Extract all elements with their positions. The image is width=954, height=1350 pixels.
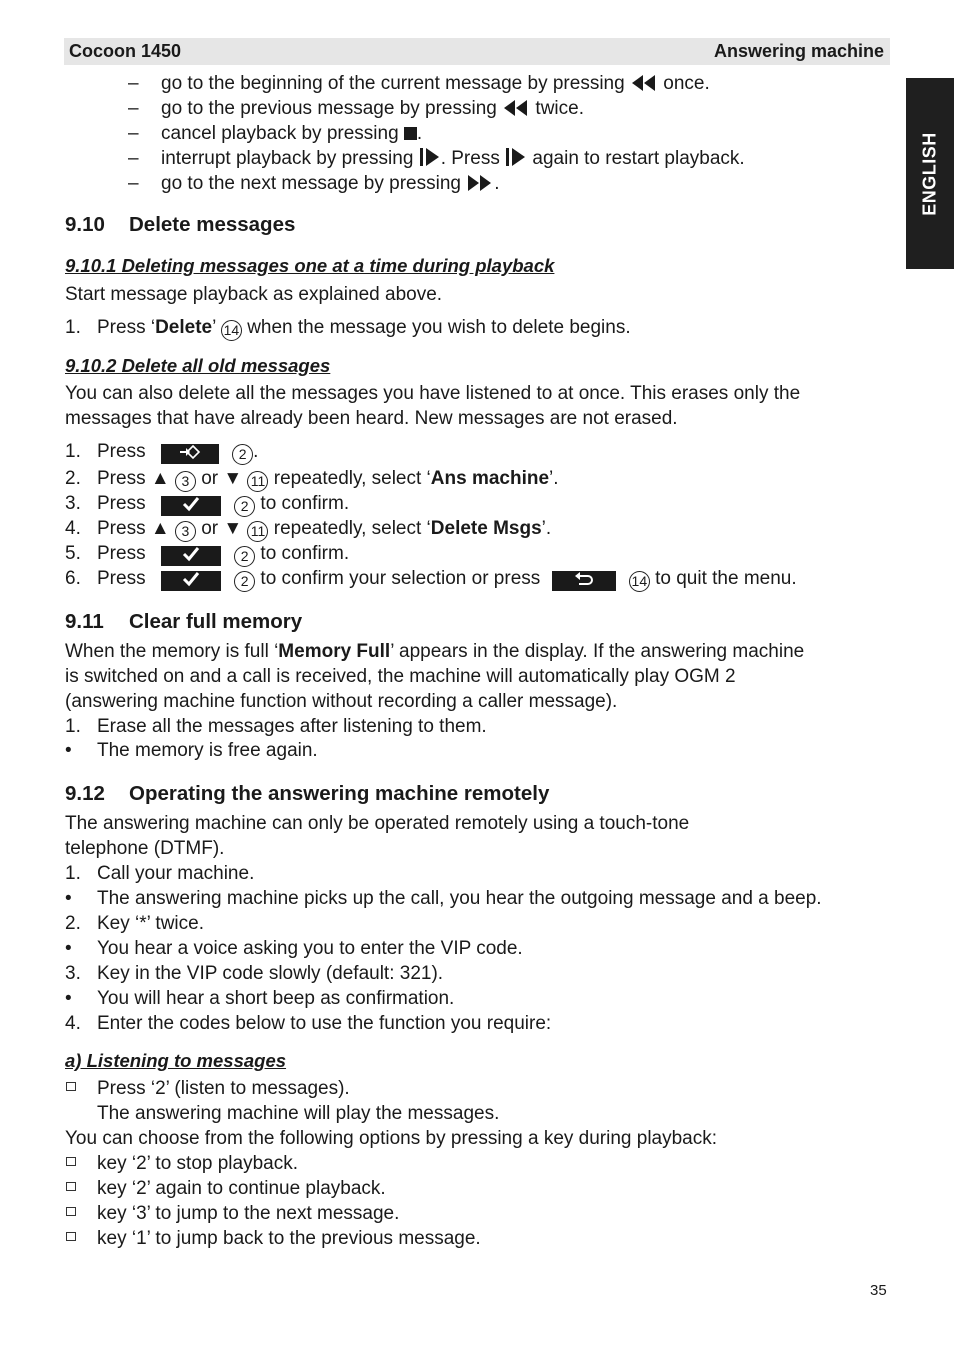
fast-forward-icon [466, 173, 494, 194]
checkbox-bullet-icon [66, 1082, 76, 1091]
paragraph: telephone (DTMF). [65, 838, 225, 859]
language-tab [906, 78, 954, 269]
key-number-badge: 11 [247, 471, 268, 492]
check-key-icon [161, 571, 221, 591]
paragraph: You can also delete all the messages you have listened to at once. This erases only the [65, 383, 801, 404]
header-product: Cocoon 1450 [69, 41, 182, 61]
key-number-badge: 14 [221, 320, 242, 341]
paragraph: The answering machine will play the messages. [97, 1103, 500, 1124]
subsection-heading: a) Listening to messages [65, 1050, 287, 1071]
key-number-badge: 3 [175, 521, 196, 542]
key-number-badge: 2 [232, 444, 253, 465]
rewind-icon [502, 98, 530, 119]
paragraph: messages that have already been heard. New messages are not erased. [65, 408, 678, 429]
back-key-icon [552, 571, 616, 591]
check-key-icon [161, 546, 221, 566]
paragraph: You can choose from the following options by pressing a key during playback: [65, 1128, 718, 1149]
rewind-icon [630, 73, 658, 94]
section-heading: 9.12 Operating the answering machine remotely [65, 782, 550, 805]
subsection-heading: 9.10.1 Deleting messages one at a time during playback [65, 255, 555, 276]
key-number-badge: 2 [234, 496, 255, 517]
key-number-badge: 3 [175, 471, 196, 492]
paragraph: (answering machine function without recording a caller message). [65, 691, 618, 712]
stop-icon [404, 127, 417, 140]
paragraph: is switched on and a call is received, the machine will automatically play OGM 2 [65, 666, 736, 687]
page-number: 35 [870, 1282, 887, 1299]
language-label: ENGLISH [919, 132, 940, 216]
key-number-badge: 2 [234, 546, 255, 567]
section-heading: 9.10 Delete messages [65, 213, 296, 236]
play-pause-icon [419, 148, 441, 169]
key-number-badge: 14 [629, 571, 650, 592]
page-header [64, 38, 890, 65]
header-section: Answering machine [713, 41, 884, 61]
menu-key-icon [161, 444, 219, 464]
checkbox-bullet-icon [66, 1232, 76, 1241]
key-number-badge: 11 [247, 521, 268, 542]
play-pause-icon [505, 148, 527, 169]
section-heading: 9.11 Clear full memory [65, 610, 303, 633]
paragraph: The answering machine can only be operated remotely using a touch-tone [65, 813, 690, 834]
paragraph: Start message playback as explained above. [65, 284, 443, 305]
check-key-icon [161, 496, 221, 516]
checkbox-bullet-icon [66, 1182, 76, 1191]
key-number-badge: 2 [234, 571, 255, 592]
paragraph: When the memory is full ‘Memory Full’ appears in the display. If the answering machine [65, 641, 805, 662]
subsection-heading: 9.10.2 Delete all old messages [65, 355, 331, 376]
checkbox-bullet-icon [66, 1157, 76, 1166]
checkbox-bullet-icon [66, 1207, 76, 1216]
